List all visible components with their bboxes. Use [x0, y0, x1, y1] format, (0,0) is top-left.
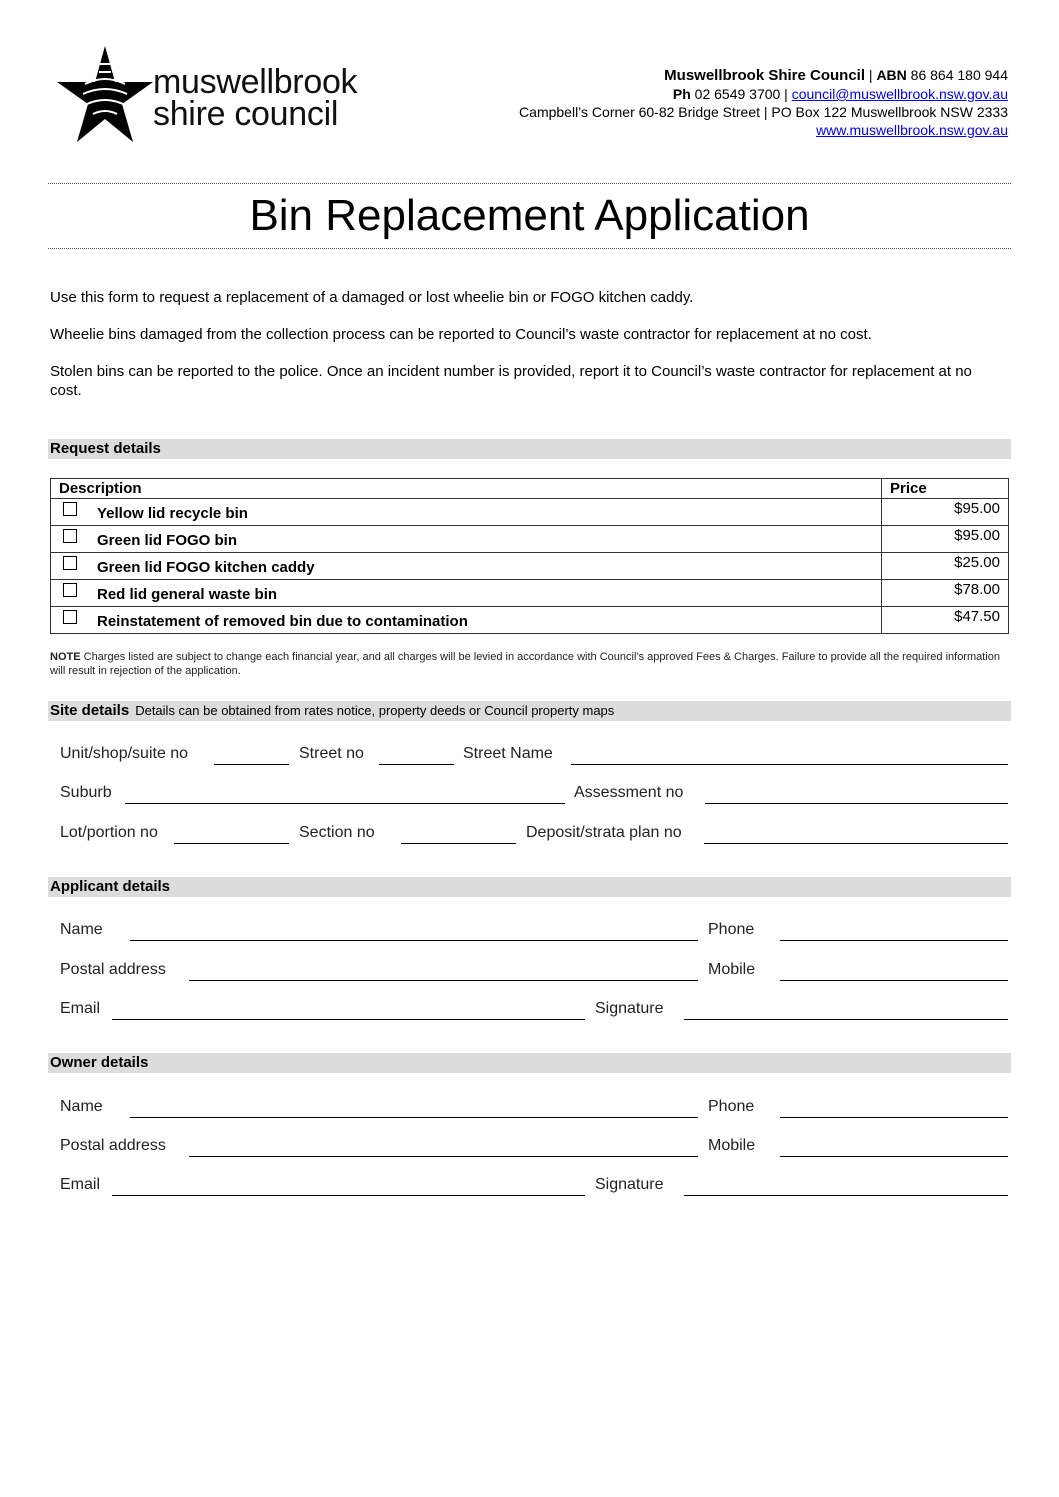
section-title: Site details	[50, 702, 130, 719]
note-text: Charges listed are subject to change each financial year, and all charges will be levied in accordance with Council’s approved Fees & Charges. Failure to provide all the required information will result in rejection of the application.	[50, 651, 1000, 677]
deposit-label: Deposit/strata plan no	[526, 824, 682, 841]
item-price: $95.00	[882, 499, 1009, 526]
section-no-label: Section no	[299, 824, 375, 841]
applicant-email-label: Email	[60, 1000, 101, 1017]
applicant-phone-label: Phone	[708, 921, 755, 938]
item-price: $25.00	[882, 553, 1009, 580]
owner-mobile-field[interactable]	[780, 1156, 1008, 1157]
section-title: Owner details	[50, 1054, 149, 1071]
section-title: Applicant details	[50, 878, 171, 895]
street-no-field[interactable]	[379, 764, 454, 765]
deposit-field[interactable]	[704, 843, 1008, 844]
owner-postal-field[interactable]	[189, 1156, 698, 1157]
assessment-field[interactable]	[705, 803, 1008, 804]
table-row	[51, 526, 1009, 553]
address: Campbell’s Corner 60-82 Bridge Street | PO Box 122 Muswellbrook NSW 2333	[519, 104, 1008, 120]
street-name-label: Street Name	[463, 745, 553, 762]
checkbox-red-lid[interactable]	[63, 583, 77, 597]
applicant-mobile-field[interactable]	[780, 980, 1008, 981]
checkbox-fogo-caddy[interactable]	[63, 556, 77, 570]
owner-signature-field[interactable]	[684, 1195, 1008, 1196]
table-row	[51, 553, 1009, 580]
email-link[interactable]: council@muswellbrook.nsw.gov.au	[791, 86, 1008, 102]
suburb-field[interactable]	[125, 803, 565, 804]
applicant-signature-field[interactable]	[684, 1019, 1008, 1020]
owner-mobile-label: Mobile	[708, 1137, 756, 1154]
website-link[interactable]: www.muswellbrook.nsw.gov.au	[816, 122, 1008, 138]
logo-line1: muswellbrook	[153, 63, 358, 101]
contact-block: Muswellbrook Shire Council | ABN 86 864 180 944 Ph 02 6549 3700 | council@muswellbrook.nsw.gov.au Campbell’s Corner 60-82 Bridge Street | PO Box 122 Muswellbrook NSW 2333 www.muswellbrook.nsw.gov.au	[519, 67, 1008, 138]
owner-email-field[interactable]	[112, 1195, 585, 1196]
star-logo-icon	[55, 44, 155, 144]
street-name-field[interactable]	[571, 764, 1008, 765]
applicant-postal-field[interactable]	[189, 980, 698, 981]
intro-paragraph: Use this form to request a replacement of a damaged or lost wheelie bin or FOGO kitchen caddy.	[50, 289, 694, 306]
table-header	[51, 479, 1009, 499]
table-row	[51, 499, 1009, 526]
page-title: Bin Replacement Application	[249, 191, 810, 240]
section-title: Request details	[50, 440, 161, 457]
item-label: Green lid FOGO kitchen caddy	[97, 559, 315, 576]
item-label: Green lid FOGO bin	[97, 532, 238, 549]
item-price: $95.00	[882, 526, 1009, 553]
unit-field[interactable]	[214, 764, 289, 765]
request-table	[50, 478, 1009, 634]
logo-line2: shire council	[153, 95, 339, 133]
abn-label: ABN	[876, 67, 907, 83]
owner-postal-label: Postal address	[60, 1137, 166, 1154]
section-owner-details	[48, 1053, 1011, 1073]
col-price: Price	[882, 479, 1009, 499]
phone-value: 02 6549 3700	[694, 86, 781, 102]
item-label: Reinstatement of removed bin due to contamination	[97, 613, 468, 630]
phone-label: Ph	[672, 86, 691, 102]
owner-phone-field[interactable]	[780, 1117, 1008, 1118]
section-request-details	[48, 439, 1011, 459]
section-applicant-details	[48, 877, 1011, 897]
abn-value: 86 864 180 944	[910, 67, 1008, 83]
lot-field[interactable]	[174, 843, 289, 844]
item-label: Red lid general waste bin	[97, 586, 278, 603]
org-name: Muswellbrook Shire Council	[664, 67, 866, 84]
applicant-postal-label: Postal address	[60, 961, 166, 978]
applicant-mobile-label: Mobile	[708, 961, 756, 978]
section-no-field[interactable]	[401, 843, 516, 844]
unit-label: Unit/shop/suite no	[60, 745, 189, 762]
assessment-label: Assessment no	[574, 784, 684, 801]
item-label: Yellow lid recycle bin	[97, 505, 248, 522]
owner-name-label: Name	[60, 1098, 103, 1115]
checkbox-reinstatement[interactable]	[63, 610, 77, 624]
owner-email-label: Email	[60, 1176, 101, 1193]
applicant-phone-field[interactable]	[780, 940, 1008, 941]
owner-phone-label: Phone	[708, 1098, 755, 1115]
table-row	[51, 607, 1009, 634]
owner-name-field[interactable]	[130, 1117, 698, 1118]
item-price: $47.50	[882, 607, 1009, 634]
note	[50, 650, 1010, 678]
table-row	[51, 580, 1009, 607]
street-no-label: Street no	[299, 745, 364, 762]
suburb-label: Suburb	[60, 784, 112, 801]
note-label: NOTE	[50, 651, 81, 663]
applicant-email-field[interactable]	[112, 1019, 585, 1020]
checkbox-green-fogo-bin[interactable]	[63, 529, 77, 543]
top-divider	[48, 183, 1011, 184]
section-subtitle: Details can be obtained from rates notice, property deeds or Council property maps	[135, 703, 615, 718]
applicant-name-field[interactable]	[130, 940, 698, 941]
title-divider	[48, 248, 1011, 249]
intro-paragraph: Wheelie bins damaged from the collection process can be reported to Council’s waste contractor for replacement at no cost.	[50, 326, 872, 343]
item-price: $78.00	[882, 580, 1009, 607]
checkbox-yellow-lid[interactable]	[63, 502, 77, 516]
council-logo	[55, 44, 385, 144]
owner-signature-label: Signature	[595, 1176, 664, 1193]
applicant-signature-label: Signature	[595, 1000, 664, 1017]
intro-paragraph: Stolen bins can be reported to the police. Once an incident number is provided, report it to Council’s waste contractor for replacement at no cost.	[50, 363, 972, 399]
applicant-name-label: Name	[60, 921, 103, 938]
section-site-details	[48, 701, 1011, 721]
lot-label: Lot/portion no	[60, 824, 158, 841]
col-description: Description	[51, 479, 882, 499]
